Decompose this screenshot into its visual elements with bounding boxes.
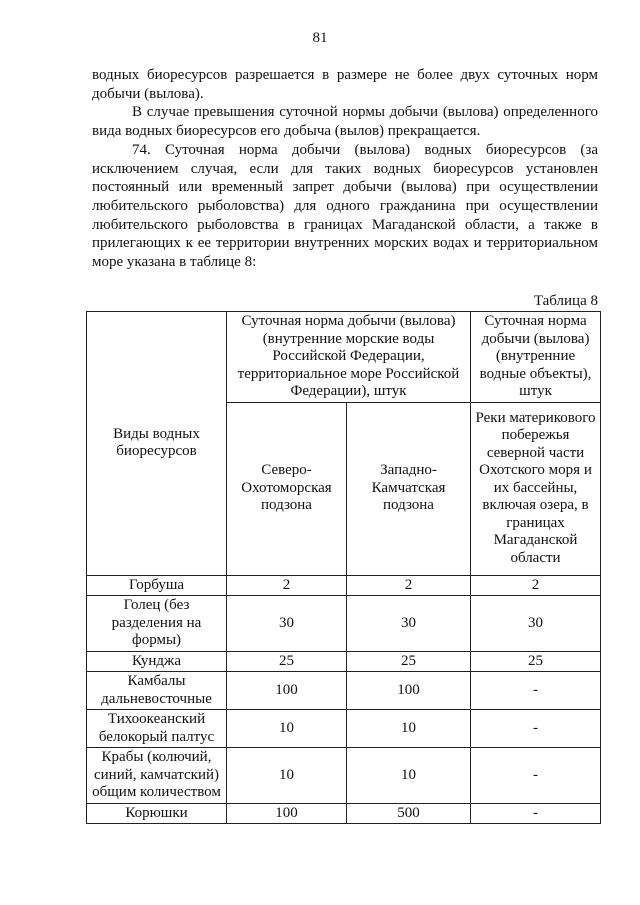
species-cell: Горбуша [87, 575, 227, 596]
inland-value: 2 [471, 575, 601, 596]
table-row [87, 575, 601, 596]
west-value: 10 [347, 748, 471, 804]
species-cell: Корюшки [87, 803, 227, 824]
inland-value: - [471, 803, 601, 824]
north-value: 2 [227, 575, 347, 596]
north-value: 25 [227, 651, 347, 672]
species-cell: Камбалы дальневосточные [87, 672, 227, 710]
inland-value: 30 [471, 596, 601, 652]
species-cell: Крабы (колючий, синий, камчатский) общим количеством [87, 748, 227, 804]
species-cell: Голец (без разделения на формы) [87, 596, 227, 652]
inland-value: 25 [471, 651, 601, 672]
paragraph: водных биоресурсов разрешается в размере не более двух суточных норм добычи (вылова). [92, 67, 598, 102]
inland-value: - [471, 710, 601, 748]
paragraph: В случае превышения суточной нормы добычи (вылова) определенного вида водных биоресурсов его добыча (вылов) прекращается. [92, 104, 598, 140]
table-row [87, 803, 601, 824]
west-value: 25 [347, 651, 471, 672]
north-value: 100 [227, 803, 347, 824]
table-row [87, 596, 601, 652]
header-subzone-north: Северо-Охотоморская подзона [227, 402, 347, 575]
header-species: Виды водных биоресурсов [87, 312, 227, 576]
west-value: 2 [347, 575, 471, 596]
north-value: 30 [227, 596, 347, 652]
inland-value: - [471, 672, 601, 710]
header-marine-group: Суточная норма добычи (вылова) (внутренние морские воды Российской Федерации, территориальное море Российской Федерации), штук [227, 312, 471, 403]
table-row [87, 672, 601, 710]
west-value: 500 [347, 803, 471, 824]
body-text [92, 66, 598, 272]
paragraph: 74. Суточная норма добычи (вылова) водных биоресурсов (за исключением случая, если для таких водных биоресурсов установлен постоянный или временный запрет добычи (вылова) при осуществлении любительского рыболовства) для одного гражданина при осуществлении любительского рыболовства в границах Магаданской области, а также в прилегающих к ее территории внутренних морских водах и территориальном море указана в таблице 8: [92, 141, 598, 271]
header-row [87, 312, 601, 403]
west-value: 10 [347, 710, 471, 748]
north-value: 100 [227, 672, 347, 710]
catch-limit-table [86, 311, 601, 824]
header-inland-group: Суточная норма добычи (вылова) (внутренние водные объекты), штук [471, 312, 601, 403]
header-inland-area: Реки материкового побережья северной части Охотского моря и их бассейны, включая озера, в границах Магаданской области [471, 402, 601, 575]
table-row [87, 651, 601, 672]
west-value: 30 [347, 596, 471, 652]
inland-value: - [471, 748, 601, 804]
page-number: 81 [312, 30, 328, 46]
north-value: 10 [227, 710, 347, 748]
table-row [87, 710, 601, 748]
west-value: 100 [347, 672, 471, 710]
table-row [87, 748, 601, 804]
species-cell: Тихоокеанский белокорый палтус [87, 710, 227, 748]
table-caption: Таблица 8 [533, 293, 598, 309]
north-value: 10 [227, 748, 347, 804]
header-subzone-west: Западно-Камчатская подзона [347, 402, 471, 575]
species-cell: Кунджа [87, 651, 227, 672]
